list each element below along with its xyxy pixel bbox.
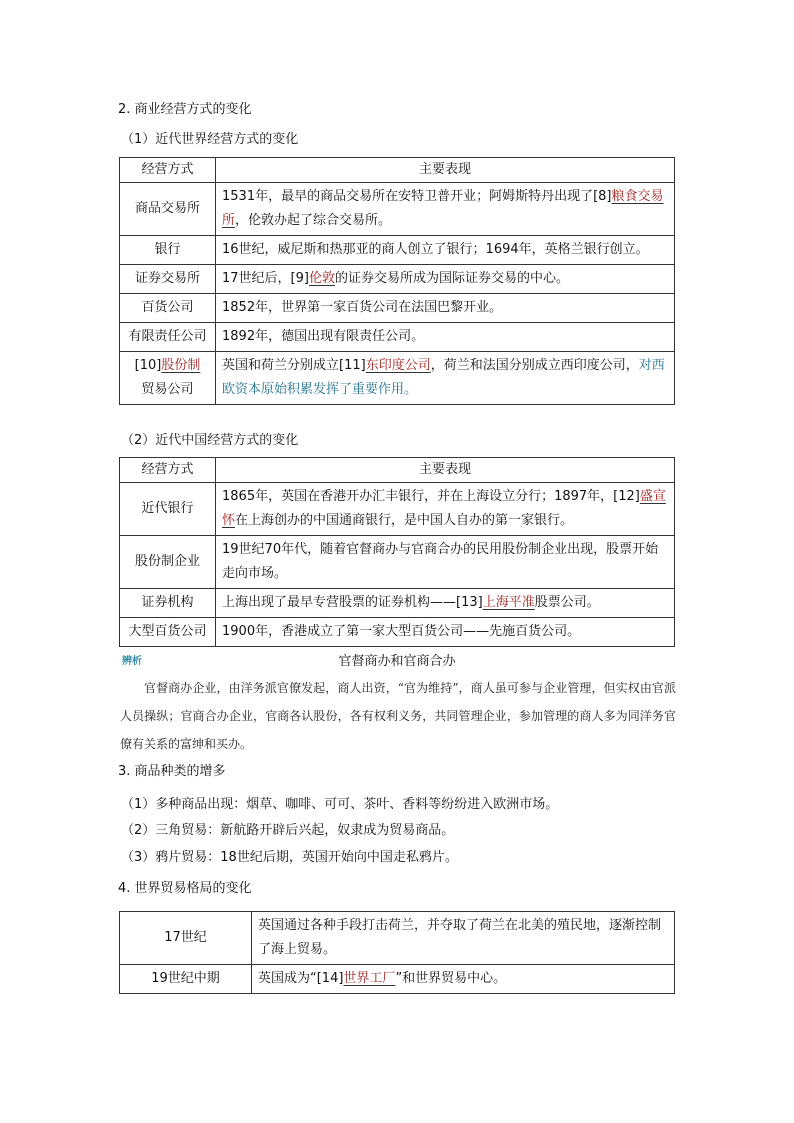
period-cell: 19世纪中期 [120,965,252,994]
method-cell: 股份制企业 [120,536,216,589]
header-method: 经营方式 [120,458,216,483]
table-header-row [120,458,675,483]
description-cell: 英国通过各种手段打击荷兰，并夺取了荷兰在北美的殖民地，逐渐控制了海上贸易。 [252,912,675,965]
method-cell: 百货公司 [120,294,216,323]
table-row [120,352,675,405]
highlighted-note: 对西欧资本原始积累发挥了重要作用。 [222,358,665,397]
table-row [120,912,675,965]
table-row [120,323,675,352]
subheading-world: （1）近代世界经营方式的变化 [121,132,299,147]
answer-blank-9: 伦敦 [308,271,335,286]
method-cell: 商品交易所 [120,183,216,236]
table-row [120,965,675,994]
answer-blank-11: 东印度公司 [365,358,431,373]
table-row [120,483,675,536]
performance-cell: 1531年，最早的商品交易所在安特卫普开业；阿姆斯特丹出现了[8]粮食交易所，伦敦办起了综合交易所。 [216,183,675,236]
table-row [120,589,675,618]
description-cell: 英国成为“[14]世界工厂”和世界贸易中心。 [252,965,675,994]
subheading-china: （2）近代中国经营方式的变化 [121,433,299,448]
performance-cell: 19世纪70年代，随着官督商办与官商合办的民用股份制企业出现，股票开始走向市场。 [216,536,675,589]
method-cell: 大型百货公司 [120,618,216,647]
performance-cell: 1892年，德国出现有限责任公司。 [216,323,675,352]
performance-cell: 上海出现了最早专营股票的证券机构——[13]上海平准股票公司。 [216,589,675,618]
method-cell: 近代银行 [120,483,216,536]
trade-pattern-table [119,911,675,994]
method-cell: 有限责任公司 [120,323,216,352]
list-item: （3）鸦片贸易：18世纪后期，英国开始向中国走私鸦片。 [121,850,458,865]
table-row [120,536,675,589]
answer-blank-12: 盛宣怀 [222,489,666,528]
period-cell: 17世纪 [120,912,252,965]
analysis-tag: 辨析 [122,656,142,667]
section-heading-3: 3. 商品种类的增多 [118,764,226,779]
answer-blank-13: 上海平准 [482,595,535,610]
performance-cell: 16世纪，威尼斯和热那亚的商人创立了银行；1694年，英格兰银行创立。 [216,236,675,265]
world-business-table [119,157,675,405]
method-cell: 银行 [120,236,216,265]
table-row [120,294,675,323]
table-row [120,618,675,647]
list-item: （2）三角贸易：新航路开辟后兴起，奴隶成为贸易商品。 [121,823,455,838]
table-row [120,236,675,265]
method-cell: 证券机构 [120,589,216,618]
section-heading-2: 2. 商业经营方式的变化 [118,102,252,117]
analysis-body: 官督商办企业，由洋务派官僚发起，商人出资，“官为维持”，商人虽可参与企业管理，但实权由官派人员操纵；官商合办企业，官商各认股份，各有权利义务，共同管理企业，参加管理的商人多为同洋务官僚有关系的富绅和买办。 [120,681,676,751]
method-cell: [10]股份制 贸易公司 [120,352,216,405]
table-header-row [120,158,675,183]
china-business-table [119,457,675,647]
analysis-title: 官督商办和官商合办 [338,654,456,669]
answer-blank-10: 股份制 [161,358,201,373]
table-row [120,265,675,294]
answer-blank-14: 世界工厂 [343,971,396,986]
performance-cell: 17世纪后，[9]伦敦的证券交易所成为国际证券交易的中心。 [216,265,675,294]
performance-cell: 英国和荷兰分别成立[11]东印度公司，荷兰和法国分别成立西印度公司，对西欧资本原始积累发挥了重要作用。 [216,352,675,405]
header-performance: 主要表现 [216,158,675,183]
table-row [120,183,675,236]
performance-cell: 1865年，英国在香港开办汇丰银行，并在上海设立分行；1897年，[12]盛宣怀在上海创办的中国通商银行，是中国人自办的第一家银行。 [216,483,675,536]
section-heading-4: 4. 世界贸易格局的变化 [118,881,252,896]
header-method: 经营方式 [120,158,216,183]
list-item: （1）多种商品出现：烟草、咖啡、可可、茶叶、香料等纷纷进入欧洲市场。 [121,797,559,812]
header-performance: 主要表现 [216,458,675,483]
method-cell: 证券交易所 [120,265,216,294]
performance-cell: 1852年，世界第一家百货公司在法国巴黎开业。 [216,294,675,323]
answer-blank-8: 粮食交易所 [222,189,664,228]
performance-cell: 1900年，香港成立了第一家大型百货公司——先施百货公司。 [216,618,675,647]
